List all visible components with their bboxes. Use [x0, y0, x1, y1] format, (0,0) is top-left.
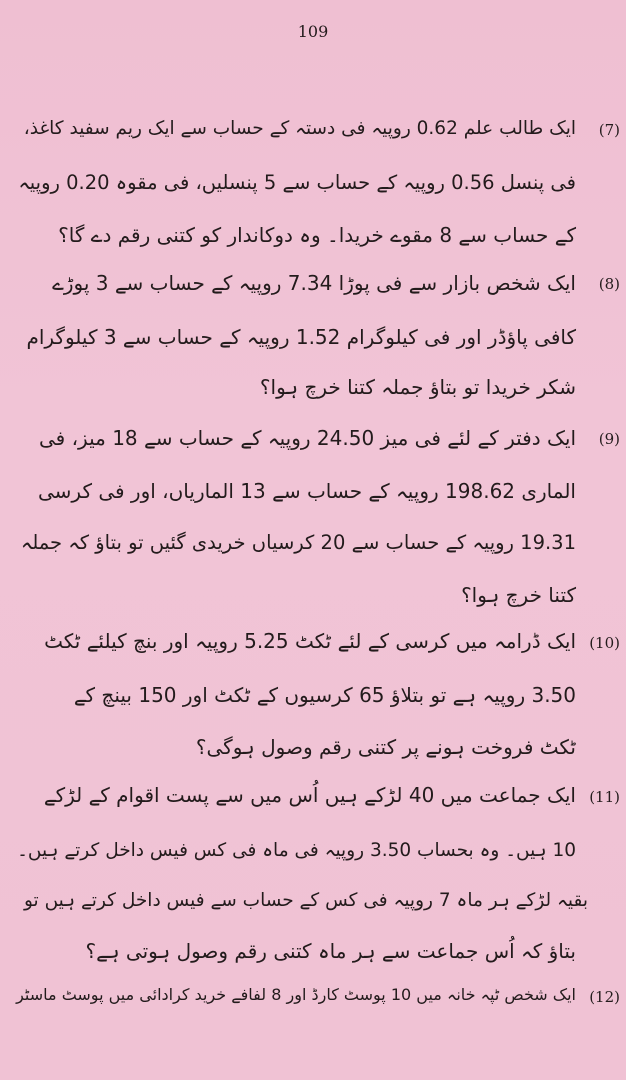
problem-line: ایک ڈرامہ میں کرسی کے لئے ٹکٹ 5.25 روپیہ اور بنچ کیلئے ٹکٹ — [44, 629, 576, 653]
problem-number: (7) — [598, 121, 620, 139]
problem-number: (10) — [589, 634, 620, 652]
problem-line: الماری 198.62 روپیہ کے حساب سے 13 الماریاں، اور فی کرسی — [38, 479, 576, 503]
page-number: 109 — [297, 22, 329, 41]
problem-line: 10 ہیں۔ وہ بحساب 3.50 روپیہ فی ماہ فی کس فیس داخل کرتے ہیں۔ — [17, 840, 576, 861]
problem-line: کافی پاؤڈر اور فی کیلوگرام 1.52 روپیہ کے حساب سے 3 کیلوگرام — [26, 325, 576, 349]
problem-line: 3.50 روپیہ ہے تو بتلاؤ 65 کرسیوں کے ٹکٹ اور 150 بینچ کے — [73, 683, 576, 707]
problem-line: بتاؤ کہ اُس جماعت سے ہر ماہ کتنی رقم وصول ہوتی ہے؟ — [85, 939, 576, 963]
problem-line: ایک دفتر کے لئے فی میز 24.50 روپیہ کے حساب سے 18 میز، فی — [39, 426, 576, 450]
problem-number: (11) — [589, 788, 620, 806]
problem-line: کے حساب سے 8 مقوے خریدا۔ وہ دوکاندار کو کتنی رقم دے گا؟ — [58, 223, 576, 247]
problem-line: کتنا خرچ ہوا؟ — [461, 583, 576, 607]
problem-number: (8) — [598, 275, 620, 293]
problem-number: (9) — [598, 430, 620, 448]
problem-line: بقیہ لڑکے ہر ماہ 7 روپیہ فی کس کے حساب سے فیس داخل کرتے ہیں تو — [24, 890, 588, 911]
problem-line: ایک جماعت میں 40 لڑکے ہیں اُس میں سے پست اقوام کے لڑکے — [43, 783, 576, 807]
problem-line: ایک شخص ٹپہ خانہ میں 10 پوسٹ کارڈ اور 8 لفافے خرید کرادائی میں پوسٹ ماسٹر — [16, 985, 576, 1004]
problem-line: ایک شخص بازار سے فی پوڑا 7.34 روپیہ کے حساب سے 3 پوڑے — [52, 271, 576, 295]
problem-line: فی پنسل 0.56 روپیہ کے حساب سے 5 پنسلیں، فی مقوہ 0.20 روپیہ — [18, 171, 576, 194]
problem-line: ایک طالب علم 0.62 روپیہ فی دستہ کے حساب سے ایک ریم سفید کاغذ، — [23, 118, 576, 139]
problem-line: 19.31 روپیہ کے حساب سے 20 کرسیاں خریدی گئیں تو بتاؤ کہ جملہ — [20, 531, 576, 554]
problem-line: ٹکٹ فروخت ہونے پر کتنی رقم وصول ہوگی؟ — [195, 735, 576, 759]
problem-line: شکر خریدا تو بتاؤ جملہ کتنا خرچ ہوا؟ — [259, 375, 576, 399]
problem-number: (12) — [589, 988, 620, 1006]
